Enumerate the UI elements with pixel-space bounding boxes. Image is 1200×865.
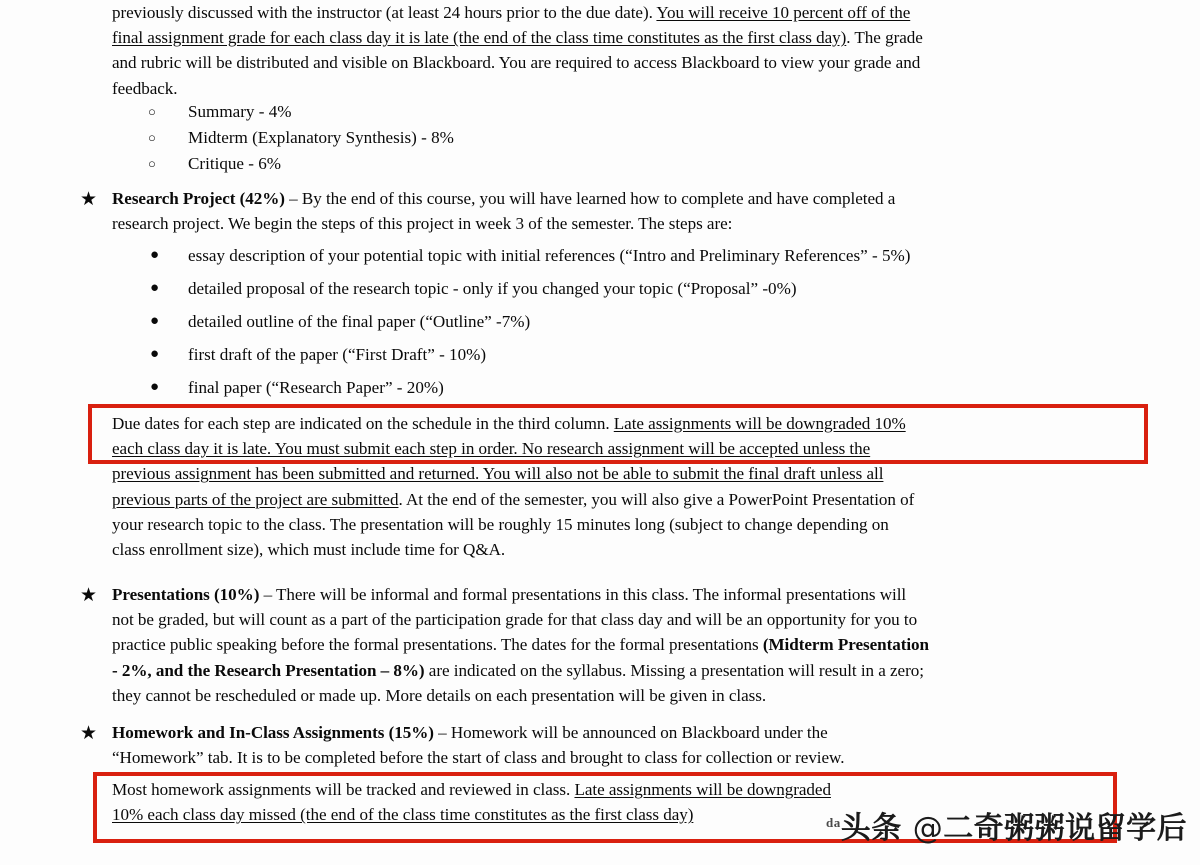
section-research-project bbox=[112, 186, 1108, 236]
rlp-line1-plain: Due dates for each step are indicated on the schedule in the third column. bbox=[112, 414, 614, 433]
section-body-emphasis: - 2%, and the Research Presentation – 8%) bbox=[112, 660, 425, 680]
research-step-item: detailed proposal of the research topic - only if you changed your topic (“Proposal” -0%) bbox=[188, 279, 797, 298]
hlp-line1-underlined: Late assignments will be downgraded bbox=[574, 780, 831, 799]
research-step-marker: ● bbox=[150, 379, 160, 395]
section-marker-homework: ★ bbox=[80, 723, 98, 744]
grade-component-item: Summary - 4% bbox=[188, 102, 292, 121]
research-step-marker: ● bbox=[150, 346, 160, 362]
section-body-line: Homework will be announced on Blackboard under the bbox=[450, 723, 828, 742]
section-heading-homework: Homework and In-Class Assignments (15%) bbox=[112, 723, 434, 742]
grade-component-marker: ○ bbox=[148, 130, 156, 145]
section-body-line: “Homework” tab. It is to be completed before the start of class and brought to class for collection or review. bbox=[112, 748, 845, 768]
research-step-item: first draft of the paper (“First Draft” - 10%) bbox=[188, 345, 487, 364]
research-step-item: detailed outline of the final paper (“Outline” -7%) bbox=[188, 312, 531, 331]
section-body-line: are indicated on the syllabus. Missing a presentation will result in a zero; bbox=[424, 660, 924, 680]
watermark-platform: 头条 bbox=[840, 811, 902, 846]
research-step-item: essay description of your potential topic with initial references (“Intro and Preliminary References” - 5%) bbox=[188, 246, 911, 265]
rlp-line4-underlined: previous parts of the project are submitted bbox=[112, 489, 399, 509]
intro-line2-plain: . The grade bbox=[846, 28, 923, 48]
section-body-line: practice public speaking before the formal presentations. The dates for the formal presentations bbox=[112, 635, 763, 655]
intro-line4: feedback. bbox=[112, 78, 178, 98]
section-dash: – bbox=[259, 585, 276, 604]
intro-line1-plain: previously discussed with the instructor (at least 24 hours prior to the due date). bbox=[112, 3, 657, 22]
channel-watermark bbox=[826, 806, 1187, 846]
research-step-marker: ● bbox=[150, 280, 160, 296]
section-body-emphasis: (Midterm Presentation bbox=[762, 635, 930, 655]
grade-component-item: Midterm (Explanatory Synthesis) - 8% bbox=[188, 128, 454, 147]
section-heading-research-project: Research Project (42%) bbox=[112, 189, 285, 208]
grade-component-item: Critique - 6% bbox=[188, 154, 282, 173]
rlp-line6: class enrollment size), which must include time for Q&A. bbox=[112, 540, 506, 560]
section-marker-research-project: ★ bbox=[80, 189, 98, 210]
section-body-line: By the end of this course, you will have learned how to complete and have completed a bbox=[301, 189, 896, 208]
section-dash: – bbox=[284, 189, 302, 208]
grade-component-marker: ○ bbox=[148, 104, 156, 119]
section-homework bbox=[112, 720, 1112, 770]
section-body-line: There will be informal and formal presentations in this class. The informal presentations will bbox=[275, 585, 907, 604]
section-body-line: research project. We begin the steps of this project in week 3 of the semester. The steps are: bbox=[112, 214, 733, 234]
section-marker-presentations: ★ bbox=[80, 585, 98, 606]
rlp-line2-underlined: each class day it is late. You must submit each step in order. No research assignment will be accepted unless the bbox=[112, 439, 871, 459]
intro-paragraph bbox=[112, 0, 1108, 101]
rlp-line1-underlined: Late assignments will be downgraded 10% bbox=[613, 414, 906, 433]
hlp-line1-plain: Most homework assignments will be tracked and reviewed in class. bbox=[112, 780, 575, 799]
section-heading-presentations: Presentations (10%) bbox=[112, 585, 260, 604]
research-step-marker: ● bbox=[150, 247, 160, 263]
watermark-ghost-text: da bbox=[826, 815, 841, 830]
intro-line2-underlined: final assignment grade for each class day it is late (the end of the class time constitutes as the first class day) bbox=[112, 28, 847, 48]
section-body-line: not be graded, but will count as a part of the participation grade for that class day and will be an opportunity for you to bbox=[112, 610, 918, 630]
rlp-line5: your research topic to the class. The presentation will be roughly 15 minutes long (subject to change depending on bbox=[112, 514, 889, 534]
watermark-at-sign: @ bbox=[912, 811, 944, 846]
research-step-marker: ● bbox=[150, 313, 160, 329]
rlp-line3-underlined: previous assignment has been submitted and returned. You will also not be able to submit the final draft unless all bbox=[112, 464, 884, 484]
research-late-policy-paragraph bbox=[112, 411, 1112, 562]
grade-component-marker: ○ bbox=[148, 156, 156, 171]
intro-line1-underlined: You will receive 10 percent off of the bbox=[656, 3, 911, 22]
research-step-item: final paper (“Research Paper” - 20%) bbox=[188, 378, 444, 397]
intro-line3: and rubric will be distributed and visible on Blackboard. You are required to access Blackboard to view your grade and bbox=[112, 53, 921, 73]
watermark-handle: 二奇粥粥说留学后 bbox=[943, 811, 1188, 846]
hlp-line2-underlined: 10% each class day missed (the end of the class time constitutes as the first class day) bbox=[112, 805, 694, 825]
section-presentations bbox=[112, 582, 1112, 708]
rlp-line4-plain: . At the end of the semester, you will also give a PowerPoint Presentation of bbox=[398, 489, 915, 509]
section-body-line: they cannot be rescheduled or made up. More details on each presentation will be given in class. bbox=[112, 685, 767, 705]
section-dash: – bbox=[433, 723, 451, 742]
